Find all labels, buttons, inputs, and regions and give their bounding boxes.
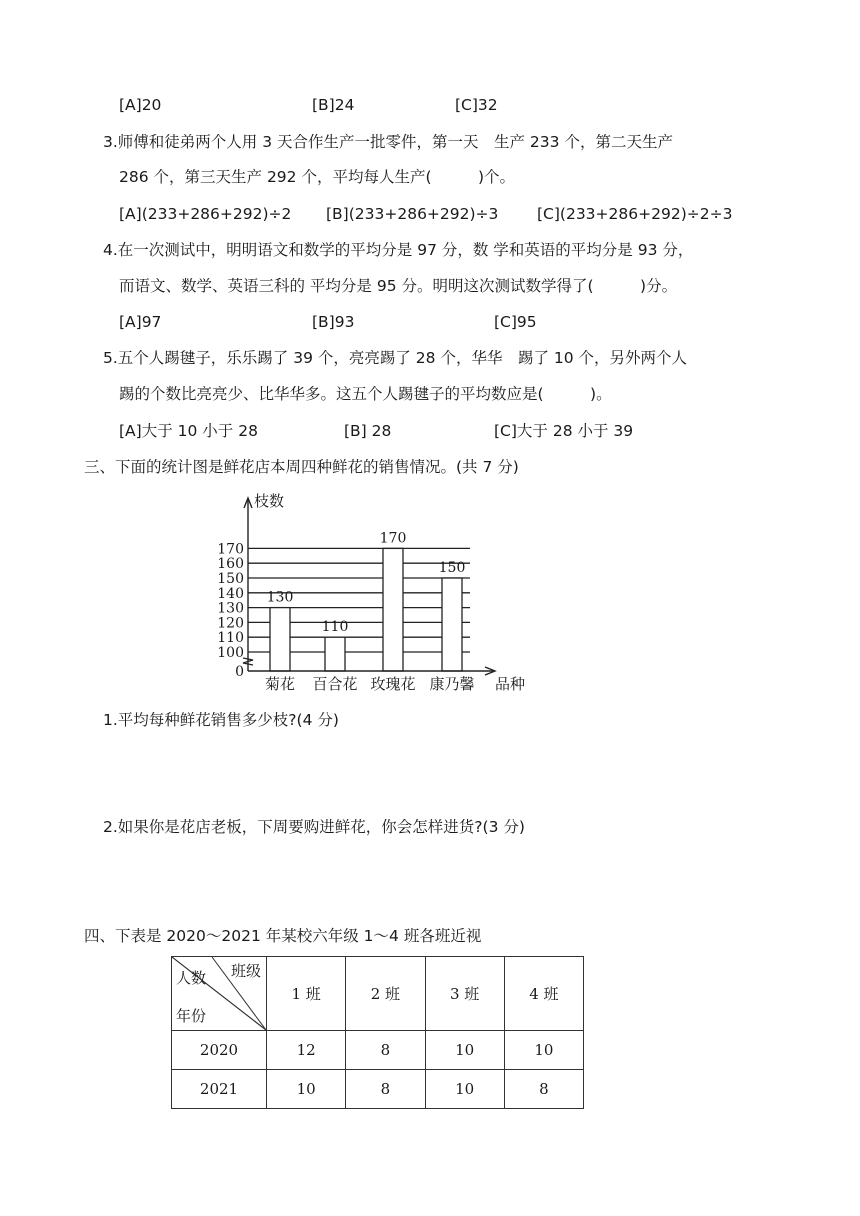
chart-x-axis-label: 品种 bbox=[495, 675, 526, 693]
q3-option-a: [A](233+286+292)÷2 bbox=[119, 205, 292, 223]
table-corner-cell bbox=[172, 957, 267, 1031]
q5-option-c: [C]大于 28 小于 39 bbox=[494, 422, 634, 440]
table-cell: 8 bbox=[346, 1031, 425, 1070]
q2-option-b: [B]24 bbox=[312, 96, 355, 114]
table-cell: 10 bbox=[425, 1070, 504, 1109]
corner-label-class: 班级 bbox=[230, 962, 261, 980]
bar-value-label: 170 bbox=[379, 530, 407, 547]
table-header-row bbox=[172, 957, 584, 1031]
y-tick-label: 160 bbox=[217, 556, 244, 573]
x-tick-label: 菊花 bbox=[264, 675, 296, 693]
y-tick-label: 150 bbox=[217, 571, 244, 587]
column-header: 4 班 bbox=[504, 957, 583, 1031]
q4-option-b: [B]93 bbox=[312, 313, 355, 331]
table-cell: 8 bbox=[346, 1070, 425, 1109]
myopia-table bbox=[171, 956, 584, 1109]
table-cell: 10 bbox=[425, 1031, 504, 1070]
bar-2 bbox=[383, 548, 403, 671]
section-3-heading: 三、下面的统计图是鲜花店本周四种鲜花的销售情况。(共 7 分) bbox=[84, 458, 519, 476]
q4-option-a: [A]97 bbox=[119, 313, 162, 331]
q3-option-c: [C](233+286+292)÷2÷3 bbox=[537, 205, 733, 223]
table-cell: 8 bbox=[504, 1070, 583, 1109]
bar-1 bbox=[325, 637, 345, 671]
table-row bbox=[172, 1070, 584, 1109]
q3-line-2: 286 个，第三天生产 292 个，平均每人生产( )个。 bbox=[119, 168, 516, 186]
column-header: 2 班 bbox=[346, 957, 425, 1031]
corner-label-year: 年份 bbox=[176, 1007, 207, 1025]
q3-option-b: [B](233+286+292)÷3 bbox=[326, 205, 499, 223]
q4-line-1: 4.在一次测试中，明明语文和数学的平均分是 97 分，数 学和英语的平均分是 93 分， bbox=[103, 241, 694, 259]
chart-x-ticks bbox=[265, 675, 475, 693]
row-year: 2020 bbox=[172, 1031, 267, 1070]
flower-sales-bar-chart bbox=[208, 488, 538, 698]
bar-value-label: 150 bbox=[438, 560, 466, 576]
q2-option-a: [A]20 bbox=[119, 96, 162, 114]
bar-3 bbox=[442, 578, 462, 671]
y-tick-label: 100 bbox=[217, 645, 244, 661]
table-row bbox=[172, 1031, 584, 1070]
q2-option-c: [C]32 bbox=[455, 96, 498, 114]
q5-line-1: 5.五个人踢毽子，乐乐踢了 39 个，亮亮踢了 28 个，华华 踢了 10 个，另外两个人 bbox=[103, 349, 688, 367]
bar-value-label: 130 bbox=[266, 589, 294, 606]
y-tick-label: 0 bbox=[235, 664, 244, 680]
axis-break bbox=[243, 658, 253, 665]
chart-y-axis-label: 枝数 bbox=[254, 492, 285, 510]
y-tick-label: 170 bbox=[217, 541, 244, 558]
corner-label-count: 人数 bbox=[176, 969, 207, 987]
bar-value-label: 110 bbox=[321, 619, 349, 636]
table-cell: 10 bbox=[504, 1031, 583, 1070]
q5-line-2: 踢的个数比亮亮少、比华华多。这五个人踢毽子的平均数应是( )。 bbox=[119, 385, 612, 403]
chart-y-ticks bbox=[217, 541, 244, 680]
y-tick-label: 140 bbox=[217, 585, 244, 602]
q5-option-a: [A]大于 10 小于 28 bbox=[119, 422, 258, 440]
y-tick-label: 130 bbox=[217, 600, 244, 617]
column-header: 1 班 bbox=[267, 957, 346, 1031]
q5-option-b: [B] 28 bbox=[344, 422, 392, 440]
row-year: 2021 bbox=[172, 1070, 267, 1109]
section-3-question-2: 2.如果你是花店老板，下周要购进鲜花，你会怎样进货?(3 分) bbox=[103, 818, 525, 836]
chart-data-labels bbox=[267, 530, 466, 635]
y-tick-label: 120 bbox=[217, 615, 244, 632]
column-header: 3 班 bbox=[425, 957, 504, 1031]
section-3-question-1: 1.平均每种鲜花销售多少枝?(4 分) bbox=[103, 711, 339, 729]
x-tick-label: 康乃馨 bbox=[429, 675, 475, 693]
section-4-heading: 四、下表是 2020～2021 年某校六年级 1～4 班各班近视 bbox=[84, 927, 482, 945]
bar-0 bbox=[270, 608, 290, 671]
q4-option-c: [C]95 bbox=[494, 313, 537, 331]
y-tick-label: 110 bbox=[217, 630, 244, 647]
q4-line-2: 而语文、数学、英语三科的 平均分是 95 分。明明这次测试数学得了( )分。 bbox=[119, 277, 678, 295]
table-cell: 10 bbox=[267, 1070, 346, 1109]
q3-line-1: 3.师傅和徒弟两个人用 3 天合作生产一批零件，第一天 生产 233 个，第二天生产 bbox=[103, 133, 673, 151]
x-tick-label: 玫瑰花 bbox=[370, 675, 416, 693]
table-cell: 12 bbox=[267, 1031, 346, 1070]
x-tick-label: 百合花 bbox=[312, 675, 358, 693]
